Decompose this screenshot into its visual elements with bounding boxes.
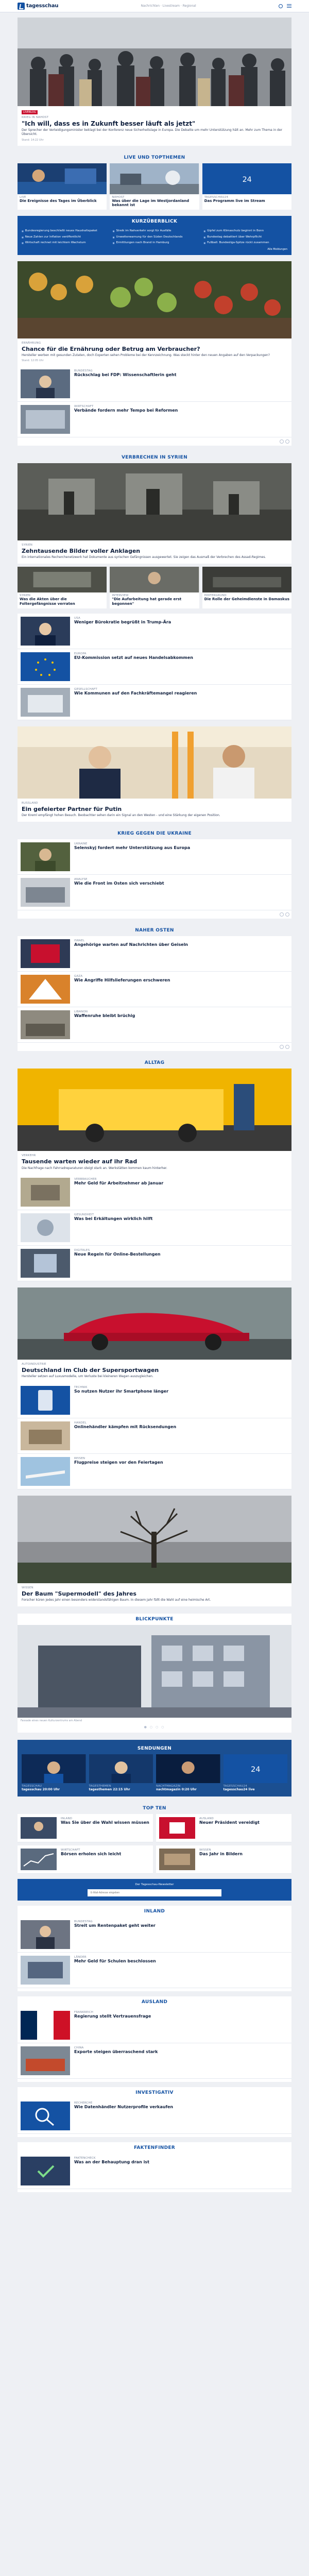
verbrechen-teaser-text: Ein internationales Recherchenetzwerk hat Dokumente aus syrischen Gefängnissen ausgewertet. Sie zeigen das Ausmaß der Verbrechen des Assad-Regimes.: [22, 555, 266, 560]
pager-next-icon[interactable]: [285, 1045, 289, 1049]
putin-title[interactable]: Ein gefeierter Partner für Putin: [22, 806, 122, 813]
food-meta: Stand: 12:05 Uhr: [22, 359, 44, 363]
list-item-title[interactable]: Was Sie über die Wahl wissen müssen: [61, 1820, 149, 1825]
list-item-kicker: HANDEL: [74, 1421, 87, 1425]
list-item-title[interactable]: EU-Kommission setzt auf neues Handelsabkommen: [74, 655, 193, 660]
kurz-item[interactable]: ■ Fußball: Bundesliga-Spitze rückt zusammen: [203, 241, 287, 245]
list-item[interactable]: [18, 839, 291, 875]
sendungen-box: [18, 1740, 291, 1797]
list-item-title[interactable]: Streit um Rentenpaket geht weiter: [74, 1923, 156, 1928]
ausland-block: [18, 1996, 291, 2082]
logo[interactable]: [18, 3, 58, 10]
logo-text: tagesschau: [26, 3, 59, 9]
list-item-kicker: REISEN: [74, 1456, 85, 1460]
list-item[interactable]: [18, 972, 291, 1007]
list-item-title[interactable]: Waffenruhe bleibt brüchig: [74, 1013, 135, 1019]
list-item-image: [159, 1849, 195, 1870]
list-item[interactable]: [18, 1383, 291, 1418]
pager-next-icon[interactable]: [285, 912, 289, 917]
list-item-kicker: GAZA: [74, 975, 83, 978]
live-item[interactable]: [110, 163, 199, 210]
list-item-image: [21, 1010, 70, 1039]
verbrechen-item[interactable]: [18, 567, 107, 608]
list-item-title[interactable]: Angehörige warten auf Nachrichten über Geiseln: [74, 942, 188, 947]
verbrechen-item[interactable]: [110, 567, 199, 608]
live-item-kicker: NAHOST: [112, 195, 125, 199]
verbrechen-item-image: [202, 567, 291, 592]
sendung-item-kicker: TAGESTHEMEN: [89, 1785, 111, 1788]
verbrechen-teaser[interactable]: [18, 463, 291, 564]
sendung-item-title[interactable]: tagesschau24 live: [223, 1788, 255, 1792]
verbrechen-item-image: [18, 567, 107, 592]
list-item[interactable]: [18, 2043, 291, 2079]
kurz-item[interactable]: ■ Streik im Nahverkehr sorgt für Ausfälle: [113, 229, 197, 233]
list-item-image: [21, 2046, 70, 2075]
auto-image: [18, 1287, 291, 1360]
live-item-image: [202, 163, 291, 194]
pager-prev-icon[interactable]: [280, 1045, 284, 1049]
alltag-image: [18, 1069, 291, 1151]
sendung-item-title[interactable]: tagesschau 20:00 Uhr: [22, 1788, 60, 1792]
list-item[interactable]: [18, 614, 291, 649]
top-bar: [0, 0, 309, 12]
list-item-image: [21, 1920, 70, 1949]
newsletter-email-input[interactable]: [88, 1889, 221, 1896]
list-item-title[interactable]: Was bei Erkältungen wirklich hilft: [74, 1216, 153, 1221]
live-item-title[interactable]: Das Programm live im Stream: [204, 198, 265, 203]
list-item-kicker: WIRTSCHAFT: [74, 405, 94, 409]
list-item-kicker: GESUNDHEIT: [74, 1213, 94, 1216]
list-item[interactable]: [18, 1210, 291, 1246]
live-item-title[interactable]: Was über die Lage im Westjordanland bekannt ist: [112, 198, 190, 207]
list-item-title[interactable]: Weniger Bürokratie begrüßt in Trump-Ära: [74, 620, 171, 625]
list-item-title[interactable]: So nutzen Nutzer ihr Smartphone länger: [74, 1388, 169, 1394]
list-item[interactable]: [18, 1175, 291, 1210]
list-item-image: [21, 688, 70, 717]
list-item[interactable]: [18, 1953, 291, 1988]
sendung-item-title[interactable]: nachtmagazin 0:20 Uhr: [156, 1788, 197, 1792]
list-item[interactable]: [18, 875, 291, 910]
list-item[interactable]: [18, 1418, 291, 1454]
list-item-title[interactable]: Flugpreise steigen vor den Feiertagen: [74, 1460, 163, 1465]
verbrechen-item-image: [110, 567, 199, 592]
menu-icon[interactable]: [287, 4, 291, 8]
list-item-kicker: CHINA: [74, 2046, 84, 2050]
verbrechen-item-title[interactable]: Was die Akten über die Foltergefängnisse verraten: [20, 597, 75, 606]
section-title-nahost: NAHER OSTEN: [135, 928, 174, 934]
section-title-sendungen: SENDUNGEN: [137, 1746, 172, 1752]
food-teaser[interactable]: [18, 261, 291, 366]
section-title-ukraine: KRIEG GEGEN DIE UKRAINE: [117, 831, 192, 837]
list-item-kicker: VERBRAUCHER: [74, 1177, 97, 1181]
hero-image: [18, 18, 291, 106]
sendung-item-kicker: NACHTMAGAZIN: [156, 1785, 181, 1788]
list-item-title[interactable]: Verbände fordern mehr Tempo bei Reformen: [74, 408, 178, 413]
list-item[interactable]: [18, 685, 291, 720]
list-item-title[interactable]: Das Jahr in Bildern: [199, 1852, 243, 1857]
alltag-title[interactable]: Tausende warten wieder auf ihr Rad: [22, 1158, 138, 1165]
hero-tag: LIVEBLOG: [22, 110, 38, 114]
auto-title[interactable]: Deutschland im Club der Supersportwagen: [22, 1366, 159, 1374]
list-item[interactable]: [18, 936, 291, 972]
list-item-image: [21, 975, 70, 1004]
live-item-image: [18, 163, 107, 194]
verbrechen-kicker: SYRIEN: [22, 544, 33, 547]
putin-kicker: RUSSLAND: [22, 802, 38, 805]
hero-teaser-text: Der Sprecher der Verteidigungsminister beklagt bei der Konferenz neue Sicherheitslage in Europa. Die Debatte um mehr Unterstützung hält an. Mehr zum Thema in der Übersicht.: [22, 128, 282, 137]
list-item[interactable]: [156, 1845, 291, 1874]
list-item-kicker: AUSLAND: [199, 1817, 214, 1821]
section-title-investigativ: INVESTIGATIV: [135, 2090, 174, 2096]
hero-title[interactable]: "Ich will, dass es in Zukunft besser läuft als jetzt": [22, 120, 196, 127]
tree-title[interactable]: Der Baum "Supermodell" des Jahres: [22, 1590, 136, 1597]
list-item-title[interactable]: Regierung stellt Vertrauensfrage: [74, 2014, 151, 2019]
pager: [18, 910, 291, 919]
list-item-kicker: FAKTENCHECK: [74, 2157, 96, 2160]
list-item[interactable]: [18, 1007, 291, 1043]
list-item-image: [21, 405, 70, 434]
list-item-kicker: WISSEN: [199, 1849, 211, 1852]
kurz-item[interactable]: ■ Unwetterwarnung für den Süden Deutschlands: [113, 235, 197, 239]
list-item[interactable]: [18, 2098, 291, 2134]
pager-prev-icon[interactable]: [280, 912, 284, 917]
list-item[interactable]: [18, 1246, 291, 1281]
sendung-item-image: [156, 1754, 220, 1783]
list-item-title[interactable]: Wie Kommunen auf den Fachkräftemangel reagieren: [74, 691, 197, 696]
tree-image: [18, 1496, 291, 1583]
list-item-kicker: GESELLSCHAFT: [74, 688, 97, 691]
section-title-alltag: ALLTAG: [144, 1060, 165, 1066]
food-title[interactable]: Chance für die Ernährung oder Betrug am Verbraucher?: [22, 345, 200, 352]
pager-next-icon[interactable]: [285, 439, 289, 444]
list-item[interactable]: [18, 2008, 291, 2043]
verbrechen-item-kicker: INTERVIEW: [112, 594, 129, 598]
section-title-ausland: AUSLAND: [141, 1999, 168, 2005]
kurz-item[interactable]: ■ Wirtschaft rechnet mit leichtem Wachstum: [22, 241, 106, 245]
newsletter-box: [18, 1879, 291, 1901]
alltag-teaser[interactable]: [18, 1069, 291, 1174]
blickpunkt-image[interactable]: [18, 1625, 291, 1718]
list-item-image: [21, 617, 70, 646]
list-item-image: [159, 1817, 195, 1839]
list-item[interactable]: [18, 649, 291, 685]
list-item-image: [21, 1457, 70, 1486]
verbrechen-item-title[interactable]: "Die Aufarbeitung hat gerade erst begonnen": [112, 597, 182, 606]
section-title-verbrechen: VERBRECHEN IN SYRIEN: [122, 455, 187, 461]
list-item-image: [21, 369, 70, 398]
list-item-kicker: RECHERCHE: [74, 2102, 93, 2105]
sendung-item-title[interactable]: tagesthemen 22:15 Uhr: [89, 1788, 130, 1792]
hero-teaser[interactable]: [18, 18, 291, 146]
list-item-title[interactable]: Wie Datenhändler Nutzerprofile verkaufen: [74, 2105, 174, 2110]
list-item-title[interactable]: Selenskyj fordert mehr Unterstützung aus Europa: [74, 845, 191, 851]
verbrechen-item[interactable]: [202, 567, 291, 608]
list-item-kicker: WIRTSCHAFT: [61, 1849, 80, 1852]
list-item-kicker: ISRAEL: [74, 939, 85, 943]
list-item-image: [21, 1817, 57, 1839]
kurz-item[interactable]: ■ Neue Zahlen zur Inflation veröffentlicht: [22, 235, 106, 239]
live-item-image: [110, 163, 199, 194]
sendung-item[interactable]: [156, 1754, 220, 1791]
auto-kicker: AUTOINDUSTRIE: [22, 1362, 46, 1366]
list-item[interactable]: [156, 1814, 291, 1842]
sendung-item-image: [22, 1754, 86, 1783]
list-item-title[interactable]: Exporte steigen überraschend stark: [74, 2049, 158, 2055]
logo-mark-icon: [18, 3, 25, 10]
putin-teaser-text: Der Kreml empfängt hohen Besuch. Beobachter sehen darin ein Signal an den Westen - und eine Stärkung der eigenen Position.: [22, 814, 220, 818]
live-item[interactable]: [18, 163, 107, 210]
list-item-image: [21, 1178, 70, 1207]
live-item-kicker: LIVE: [20, 195, 26, 199]
kurz-item[interactable]: ■ Ermittlungen nach Brand in Hamburg: [113, 241, 197, 245]
sendung-item-kicker: TAGESSCHAU: [22, 1785, 42, 1788]
section-title-inland: INLAND: [144, 1909, 165, 1914]
faktenfinder-block: [18, 2142, 291, 2192]
list-item[interactable]: [18, 402, 291, 437]
kurz-more-link[interactable]: Alle Meldungen: [267, 247, 287, 251]
putin-teaser[interactable]: [18, 726, 291, 822]
list-item-title[interactable]: Was an der Behauptung dran ist: [74, 2160, 149, 2165]
putin-image: [18, 726, 291, 799]
list-item-image: [21, 1249, 70, 1278]
list-item-image: [21, 1386, 70, 1415]
food-teaser-text: Hersteller werben mit gesunden Zutaten, doch Experten sehen Probleme bei der Kennzeichnung. Was steckt hinter den neuen Angaben auf den Verpackungen?: [22, 353, 270, 357]
pager-prev-icon[interactable]: [280, 439, 284, 444]
section-title-live: LIVE UND TOPTHEMEN: [124, 155, 185, 160]
list-item-kicker: LIBANON: [74, 1010, 88, 1014]
list-item[interactable]: [18, 1917, 291, 1953]
verbrechen-item-kicker: SYRIEN: [20, 594, 31, 598]
investigativ-block: [18, 2087, 291, 2137]
list-item[interactable]: [18, 1845, 153, 1874]
list-item-title[interactable]: Wie die Front im Osten sich verschiebt: [74, 881, 164, 886]
list-item-title[interactable]: Rückschlag bei FDP: Wissenschaftlerin geht: [74, 372, 177, 378]
list-item-kicker: BUNDESTAG: [74, 1920, 93, 1924]
list-item-kicker: USA: [74, 617, 80, 620]
kurz-item[interactable]: ■ Gipfel zum Klimaschutz beginnt in Bonn: [203, 229, 287, 233]
kurz-item[interactable]: ■ Bundesregierung beschließt neues Haushaltspaket: [22, 229, 106, 233]
svg-text:24: 24: [242, 175, 252, 184]
list-item-kicker: ANALYSE: [74, 878, 88, 882]
food-image: [18, 261, 291, 338]
list-item-title[interactable]: Onlinehändler kämpfen mit Rücksendungen: [74, 1424, 177, 1429]
list-item-title[interactable]: Neuer Präsident vereidigt: [199, 1820, 260, 1825]
live-item-kicker: TAGESSCHAU24: [204, 195, 229, 199]
newsletter-title: Der Tagesschau-Newsletter: [135, 1883, 174, 1887]
list-item-kicker: INLAND: [61, 1817, 73, 1821]
verbrechen-image: [18, 463, 291, 540]
tree-teaser-text: Forscher küren jedes Jahr einen besonders widerstandsfähigen Baum. In diesem Jahr fällt die Wahl auf eine heimische Art.: [22, 1598, 211, 1602]
section-title-kurzueberblick: KURZÜBERBLICK: [131, 219, 178, 225]
list-item-image: [21, 1213, 70, 1242]
live-item[interactable]: [202, 163, 291, 210]
list-item[interactable]: [18, 1814, 153, 1842]
food-kicker: ERNÄHRUNG: [22, 341, 41, 345]
list-item[interactable]: [18, 366, 291, 402]
inland-block: [18, 1906, 291, 1991]
sendung-item[interactable]: [22, 1754, 86, 1791]
list-item-title[interactable]: Mehr Geld für Schulen beschlossen: [74, 1959, 156, 1964]
blickpunkt-block: [18, 1614, 291, 1733]
sendung-item[interactable]: [89, 1754, 153, 1791]
list-item-image: [21, 1956, 70, 1985]
blickpunkt-dots[interactable]: ● ○ ○ ○: [144, 1725, 165, 1730]
sendung-item-image: [224, 1754, 288, 1783]
list-item-kicker: EUROPA: [74, 652, 87, 656]
list-item-kicker: UKRAINE: [74, 842, 88, 846]
live-item-title[interactable]: Die Ereignisse des Tages im Überblick: [20, 198, 97, 203]
list-item-image: [21, 652, 70, 681]
list-item-kicker: TECHNIK: [74, 1385, 88, 1389]
sendung-item[interactable]: [224, 1754, 288, 1791]
list-item-kicker: BUNDESTAG: [74, 369, 93, 373]
list-item-title[interactable]: Mehr Geld für Arbeitnehmer ab Januar: [74, 1180, 164, 1185]
blickpunkt-caption: Fassade eines neuen Kulturzentrums am Abend: [21, 1719, 82, 1723]
list-item-image: [21, 939, 70, 968]
alltag-teaser-text: Die Nachfrage nach Fahrradreparaturen steigt stark an. Werkstätten kommen kaum hinterher.: [22, 1166, 167, 1170]
list-item-title[interactable]: Neue Regeln für Online-Bestellungen: [74, 1251, 161, 1257]
verbrechen-item-title[interactable]: Die Rolle der Geheimdienste in Damaskus: [204, 597, 289, 602]
alltag-kicker: VERKEHR: [22, 1154, 36, 1158]
list-item-image: [21, 1849, 57, 1870]
list-item-image: [21, 2102, 70, 2130]
list-item-title[interactable]: Börsen erholen sich leicht: [61, 1852, 122, 1857]
section-title-faktenfinder: FAKTENFINDER: [133, 2145, 176, 2151]
pager: [18, 437, 291, 446]
list-item-kicker: DIGITALES: [74, 1248, 90, 1252]
tree-kicker: WISSEN: [22, 1586, 33, 1589]
kurzueberblick-box: [18, 216, 291, 255]
list-item-image: [21, 2011, 70, 2040]
hero-meta: Stand: 14:22 Uhr: [22, 138, 44, 142]
search-icon[interactable]: [279, 4, 283, 8]
section-title-topten: TOP TEN: [143, 1806, 166, 1811]
svg-text:24: 24: [250, 1766, 260, 1774]
section-title-blickpunkt: BLICKPUNKTE: [135, 1617, 174, 1622]
list-item-image: [21, 1421, 70, 1450]
sendung-item-image: [89, 1754, 153, 1783]
sendung-item-kicker: TAGESSCHAU24: [223, 1785, 247, 1788]
list-item[interactable]: [18, 2154, 291, 2189]
auto-teaser-text: Hersteller setzen auf Luxusmodelle, um Verluste bei kleineren Wagen auszugleichen.: [22, 1374, 153, 1378]
tree-teaser[interactable]: [18, 1496, 291, 1606]
list-item-image: [21, 842, 70, 871]
auto-teaser[interactable]: [18, 1287, 291, 1383]
hero-kicker: KRIEG IN NAHOST: [22, 116, 49, 119]
verbrechen-item-kicker: HINTERGRUND: [204, 594, 227, 598]
kurz-item[interactable]: ■ Bundestag debattiert über Wehrpflicht: [203, 235, 287, 239]
verbrechen-title[interactable]: Zehntausende Bilder voller Anklagen: [22, 548, 141, 555]
list-item-image: [21, 2157, 70, 2185]
list-item-image: [21, 878, 70, 907]
list-item[interactable]: [18, 1454, 291, 1489]
list-item-kicker: FRANKREICH: [74, 2011, 94, 2014]
topbar-center-text: Nachrichten · Livestream · Regional: [141, 4, 196, 8]
list-item-kicker: LÄNDER: [74, 1956, 87, 1959]
pager: [18, 1043, 291, 1051]
list-item-title[interactable]: Wie Angriffe Hilfslieferungen erschweren: [74, 978, 170, 983]
